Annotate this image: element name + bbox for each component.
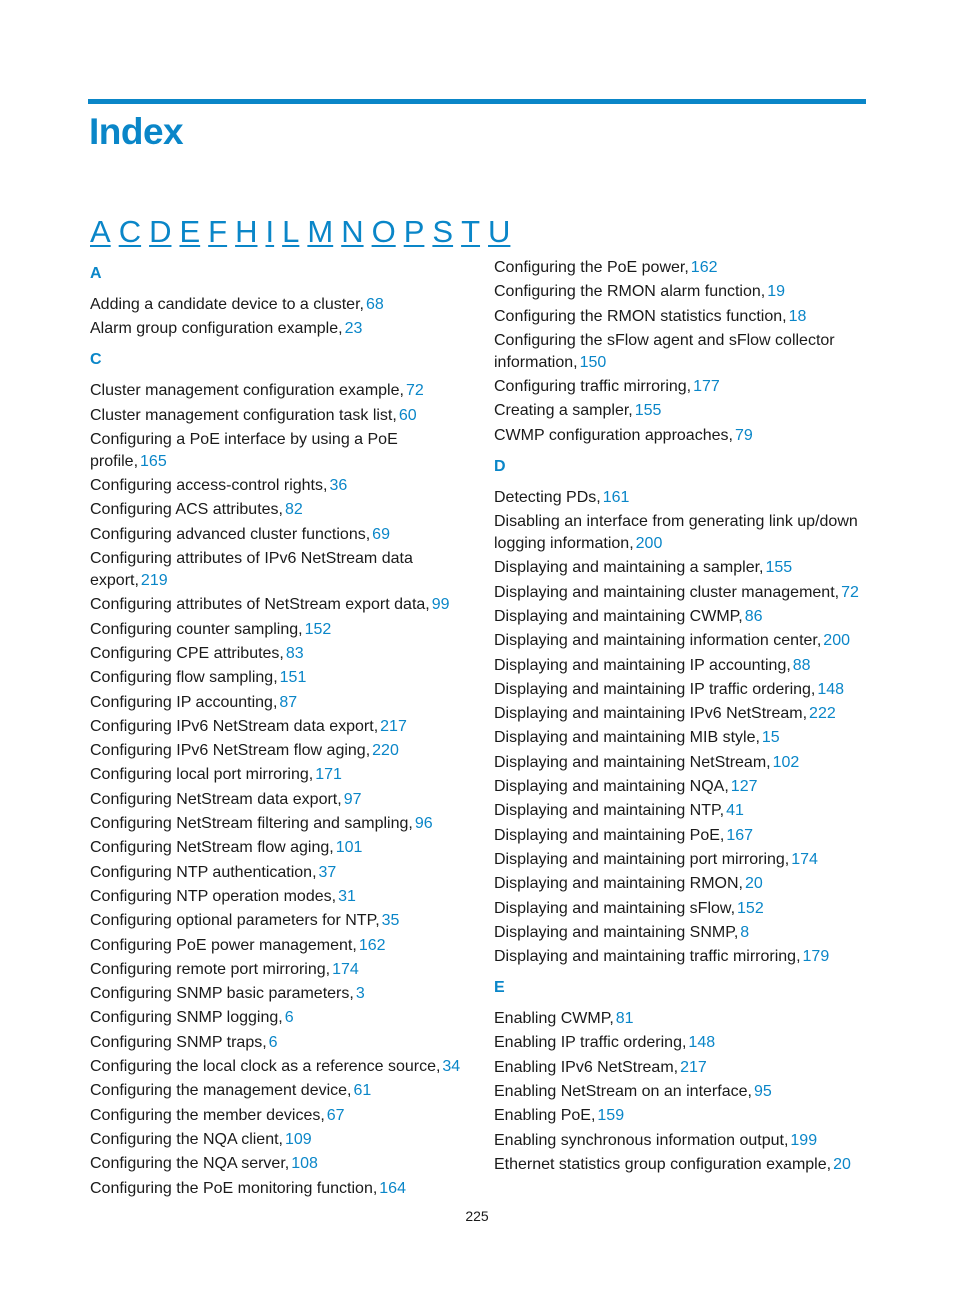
- index-entry: [90, 380, 462, 402]
- entry-text: Displaying and maintaining IP accounting,: [494, 656, 791, 674]
- entry-page-link[interactable]: 219: [140, 572, 168, 590]
- index-entry: [494, 557, 866, 579]
- index-entry: [494, 1154, 866, 1176]
- entry-page-link[interactable]: 152: [737, 899, 764, 917]
- entry-page-link[interactable]: 41: [726, 802, 744, 820]
- index-entry: [90, 1153, 462, 1175]
- entry-page-link[interactable]: 61: [353, 1082, 372, 1100]
- entry-text: Configuring the member devices,: [90, 1106, 325, 1124]
- entry-text: Configuring SNMP logging,: [90, 1009, 283, 1027]
- entry-text: Cluster management configuration example,: [90, 382, 404, 400]
- letter-link-h[interactable]: H: [235, 214, 258, 249]
- entry-text: Configuring ACS attributes,: [90, 501, 283, 519]
- entry-text: Displaying and maintaining CWMP,: [494, 607, 743, 625]
- entry-page-link[interactable]: 177: [693, 378, 720, 396]
- entry-text: Configuring a PoE interface by using a PoE profile,: [90, 430, 398, 470]
- entry-page-link[interactable]: 200: [823, 632, 850, 650]
- entry-text: Configuring the RMON alarm function,: [494, 283, 766, 301]
- index-entry: [494, 630, 866, 652]
- entry-page-link[interactable]: 109: [285, 1130, 312, 1148]
- index-entry: [90, 318, 462, 340]
- section-heading-c: C: [90, 351, 102, 369]
- index-entry: [90, 294, 462, 316]
- entry-page-link[interactable]: 222: [809, 705, 836, 723]
- index-column-right: [494, 257, 866, 1178]
- letter-link-e[interactable]: E: [179, 214, 201, 249]
- letter-link-m[interactable]: M: [307, 214, 334, 249]
- entry-page-link[interactable]: 88: [792, 656, 811, 674]
- index-entry: [90, 1032, 462, 1054]
- entry-page-link[interactable]: 81: [615, 1010, 634, 1028]
- letter-link-a[interactable]: A: [90, 214, 111, 249]
- entry-page-link[interactable]: 164: [379, 1179, 406, 1197]
- entry-text: Ethernet statistics group configuration example,: [494, 1155, 832, 1173]
- index-entry: [494, 1032, 866, 1054]
- entry-page-link[interactable]: 171: [315, 766, 342, 784]
- entry-text: Disabling an interface from generating link up/down logging information,: [494, 513, 858, 553]
- index-entry: [90, 959, 462, 981]
- entry-text: Displaying and maintaining IPv6 NetStream,: [494, 705, 808, 723]
- entry-text: Displaying and maintaining IP traffic ordering,: [494, 680, 816, 698]
- index-entry: [90, 1105, 462, 1127]
- index-entry: [494, 257, 866, 279]
- entry-text: Configuring NetStream filtering and sampling,: [90, 815, 413, 833]
- entry-text: Configuring advanced cluster functions,: [90, 525, 371, 543]
- entry-text: Configuring access-control rights,: [90, 477, 328, 495]
- entry-page-link[interactable]: 102: [772, 753, 800, 771]
- entry-text: Enabling synchronous information output,: [494, 1131, 789, 1149]
- entry-page-link[interactable]: 34: [442, 1058, 461, 1076]
- index-entry: [494, 425, 866, 447]
- entry-page-link[interactable]: 3: [355, 985, 365, 1003]
- entry-page-link[interactable]: 217: [680, 1058, 707, 1076]
- index-entry: [90, 837, 462, 859]
- index-entry: [494, 281, 866, 303]
- entry-text: Displaying and maintaining port mirroring,: [494, 850, 790, 868]
- entry-page-link[interactable]: 162: [358, 936, 386, 954]
- entry-page-link[interactable]: 159: [597, 1107, 625, 1125]
- entry-page-link[interactable]: 86: [744, 607, 763, 625]
- index-entry: [494, 582, 866, 604]
- index-entry: [90, 1007, 462, 1029]
- index-entry: [90, 524, 462, 546]
- entry-page-link[interactable]: 162: [690, 259, 718, 276]
- index-entry: [494, 825, 866, 847]
- entry-text: Configuring attributes of NetStream export data,: [90, 596, 430, 614]
- entry-text: Enabling IP traffic ordering,: [494, 1034, 687, 1052]
- letter-index-nav: [90, 212, 518, 252]
- index-entry: [90, 429, 462, 473]
- entry-text: Configuring the PoE power,: [494, 259, 689, 276]
- entry-text: Configuring IPv6 NetStream data export,: [90, 717, 379, 735]
- entry-page-link[interactable]: 82: [285, 501, 303, 519]
- index-entry: [494, 1057, 866, 1079]
- index-entry: [494, 703, 866, 725]
- index-entry: [90, 740, 462, 762]
- entry-text: Enabling CWMP,: [494, 1010, 614, 1028]
- index-entry: [90, 764, 462, 786]
- letter-link-l[interactable]: L: [282, 214, 300, 249]
- index-entry: [494, 727, 866, 749]
- page-number: 225: [465, 1208, 489, 1224]
- entry-text: Configuring NetStream flow aging,: [90, 839, 334, 857]
- letter-link-n[interactable]: N: [341, 214, 364, 249]
- page-title: Index: [89, 111, 184, 152]
- letter-link-p[interactable]: P: [403, 214, 425, 249]
- index-entry: [90, 692, 462, 714]
- entry-text: Configuring flow sampling,: [90, 669, 278, 687]
- entry-page-link[interactable]: 151: [279, 669, 307, 687]
- section-heading-a: A: [90, 265, 102, 282]
- index-entry: [90, 1178, 462, 1200]
- entry-page-link[interactable]: 96: [414, 815, 433, 833]
- entry-page-link[interactable]: 199: [790, 1131, 818, 1149]
- entry-text: Enabling NetStream on an interface,: [494, 1083, 752, 1101]
- entry-page-link[interactable]: 8: [740, 923, 750, 941]
- entry-text: Configuring attributes of IPv6 NetStream data export,: [90, 550, 413, 590]
- index-entry: [90, 935, 462, 957]
- entry-text: Alarm group configuration example,: [90, 320, 343, 338]
- index-entry: [90, 813, 462, 835]
- entry-text: Displaying and maintaining traffic mirroring,: [494, 948, 801, 966]
- entry-page-link[interactable]: 161: [602, 488, 630, 506]
- index-entry: [494, 306, 866, 328]
- entry-page-link[interactable]: 35: [381, 912, 400, 930]
- index-entry: [494, 679, 866, 701]
- entry-page-link[interactable]: 6: [268, 1033, 278, 1051]
- letter-link-u[interactable]: U: [488, 214, 511, 249]
- index-entry: [494, 511, 866, 555]
- letter-link-s[interactable]: S: [432, 214, 454, 249]
- entry-text: Configuring the RMON statistics function,: [494, 307, 787, 325]
- entry-page-link[interactable]: 20: [833, 1155, 851, 1173]
- index-entry: [494, 849, 866, 871]
- entry-page-link[interactable]: 148: [688, 1034, 716, 1052]
- entry-text: Configuring the NQA client,: [90, 1130, 283, 1148]
- index-entry: [90, 862, 462, 884]
- entry-text: Configuring traffic mirroring,: [494, 378, 692, 396]
- index-entry: [494, 1081, 866, 1103]
- index-entry: [90, 1080, 462, 1102]
- entry-page-link[interactable]: 18: [788, 307, 807, 325]
- entry-page-link[interactable]: 127: [730, 778, 758, 796]
- entry-page-link[interactable]: 72: [405, 382, 424, 400]
- entry-text: Displaying and maintaining a sampler,: [494, 559, 764, 577]
- entry-text: Configuring the PoE monitoring function,: [90, 1179, 378, 1197]
- entry-text: Displaying and maintaining MIB style,: [494, 729, 760, 747]
- entry-page-link[interactable]: 15: [761, 729, 780, 747]
- letter-link-d[interactable]: D: [149, 214, 172, 249]
- index-entry: [90, 619, 462, 641]
- letter-link-t[interactable]: T: [461, 214, 481, 249]
- entry-page-link[interactable]: 72: [841, 583, 859, 601]
- index-entry: [90, 667, 462, 689]
- entry-text: Detecting PDs,: [494, 488, 601, 506]
- index-entry: [494, 946, 866, 968]
- entry-page-link[interactable]: 60: [398, 406, 417, 424]
- index-entry: [90, 643, 462, 665]
- entry-text: Configuring NTP authentication,: [90, 863, 317, 881]
- entry-page-link[interactable]: 68: [365, 296, 384, 313]
- entry-page-link[interactable]: 19: [767, 283, 786, 301]
- entry-text: Configuring counter sampling,: [90, 620, 303, 638]
- entry-page-link[interactable]: 152: [304, 620, 332, 638]
- entry-text: Displaying and maintaining NQA,: [494, 778, 729, 796]
- letter-link-c[interactable]: C: [118, 214, 142, 249]
- entry-page-link[interactable]: 150: [579, 353, 607, 371]
- entry-page-link[interactable]: 37: [318, 863, 337, 881]
- entry-page-link[interactable]: 23: [344, 320, 363, 338]
- entry-text: Displaying and maintaining cluster management,: [494, 583, 840, 601]
- index-entry: [90, 789, 462, 811]
- index-entry: [494, 330, 866, 374]
- index-entry: [90, 910, 462, 932]
- index-entry: [494, 606, 866, 628]
- index-entry: [90, 1129, 462, 1151]
- entry-page-link[interactable]: 220: [372, 742, 399, 760]
- entry-text: Cluster management configuration task list,: [90, 406, 397, 424]
- entry-page-link[interactable]: 20: [745, 875, 763, 893]
- index-entry: [90, 548, 462, 592]
- entry-text: Configuring PoE power management,: [90, 936, 357, 954]
- entry-text: Displaying and maintaining PoE,: [494, 826, 725, 844]
- index-entry: [90, 983, 462, 1005]
- entry-text: Configuring CPE attributes,: [90, 644, 284, 662]
- index-entry: [90, 1056, 462, 1078]
- index-entry: [494, 800, 866, 822]
- entry-text: Configuring SNMP basic parameters,: [90, 985, 354, 1003]
- letter-link-i[interactable]: I: [265, 214, 275, 249]
- index-entry: [90, 405, 462, 427]
- section-heading-e: E: [494, 979, 505, 997]
- entry-page-link[interactable]: 148: [817, 680, 845, 698]
- entry-text: Enabling PoE,: [494, 1107, 596, 1125]
- index-entry: [494, 1130, 866, 1152]
- index-entry: [90, 886, 462, 908]
- index-entry: [494, 898, 866, 920]
- index-entry: [494, 487, 866, 509]
- index-entry: [494, 655, 866, 677]
- entry-text: Displaying and maintaining NTP,: [494, 802, 725, 820]
- entry-page-link[interactable]: 36: [329, 477, 348, 495]
- entry-text: Configuring the local clock as a reference source,: [90, 1058, 441, 1076]
- entry-text: Configuring IP accounting,: [90, 693, 278, 711]
- entry-text: Adding a candidate device to a cluster,: [90, 296, 364, 313]
- entry-text: Configuring NetStream data export,: [90, 790, 342, 808]
- entry-page-link[interactable]: 67: [326, 1106, 345, 1124]
- entry-page-link[interactable]: 83: [285, 644, 304, 662]
- index-entry: [494, 1008, 866, 1030]
- entry-page-link[interactable]: 95: [753, 1083, 772, 1101]
- index-column-left: [90, 264, 462, 1202]
- entry-page-link[interactable]: 217: [380, 717, 407, 735]
- entry-page-link[interactable]: 6: [284, 1009, 294, 1027]
- entry-page-link[interactable]: 174: [791, 850, 818, 868]
- entry-page-link[interactable]: 99: [431, 596, 450, 614]
- entry-text: Displaying and maintaining NetStream,: [494, 753, 771, 771]
- entry-page-link[interactable]: 155: [765, 559, 793, 577]
- entry-text: Configuring SNMP traps,: [90, 1033, 267, 1051]
- entry-page-link[interactable]: 101: [335, 839, 363, 857]
- title-rule: [88, 99, 866, 104]
- entry-text: Configuring IPv6 NetStream flow aging,: [90, 742, 371, 760]
- index-entry: [90, 594, 462, 616]
- entry-text: Enabling IPv6 NetStream,: [494, 1058, 679, 1076]
- entry-page-link[interactable]: 31: [338, 887, 356, 905]
- entry-text: Configuring NTP operation modes,: [90, 887, 337, 905]
- index-entry: [494, 400, 866, 422]
- entry-page-link[interactable]: 97: [343, 790, 362, 808]
- entry-text: Configuring local port mirroring,: [90, 766, 314, 784]
- entry-page-link[interactable]: 165: [140, 452, 167, 470]
- entry-page-link[interactable]: 79: [734, 426, 753, 444]
- entry-page-link[interactable]: 167: [726, 826, 754, 844]
- entry-page-link[interactable]: 87: [279, 693, 298, 711]
- entry-text: Creating a sampler,: [494, 402, 633, 420]
- entry-page-link[interactable]: 200: [635, 535, 663, 553]
- entry-text: Displaying and maintaining information center,: [494, 632, 822, 650]
- entry-text: Displaying and maintaining sFlow,: [494, 899, 736, 917]
- entry-text: Configuring remote port mirroring,: [90, 960, 331, 978]
- entry-text: Configuring the management device,: [90, 1082, 352, 1100]
- index-entry: [90, 475, 462, 497]
- entry-page-link[interactable]: 108: [291, 1155, 318, 1173]
- entry-page-link[interactable]: 179: [802, 948, 830, 966]
- entry-page-link[interactable]: 174: [332, 960, 359, 978]
- entry-text: Configuring the NQA server,: [90, 1155, 290, 1173]
- entry-page-link[interactable]: 69: [372, 525, 390, 543]
- index-entry: [494, 873, 866, 895]
- index-entry: [494, 776, 866, 798]
- index-entry: [90, 716, 462, 738]
- index-entry: [90, 499, 462, 521]
- index-entry: [494, 752, 866, 774]
- letter-link-o[interactable]: O: [371, 214, 396, 249]
- section-heading-d: D: [494, 457, 506, 475]
- index-entry: [494, 1105, 866, 1127]
- entry-page-link[interactable]: 155: [634, 402, 662, 420]
- index-entry: [494, 922, 866, 944]
- letter-link-f[interactable]: F: [208, 214, 228, 249]
- entry-text: CWMP configuration approaches,: [494, 426, 733, 444]
- entry-text: Displaying and maintaining SNMP,: [494, 923, 739, 941]
- entry-text: Displaying and maintaining RMON,: [494, 875, 743, 893]
- entry-text: Configuring the sFlow agent and sFlow collector information,: [494, 331, 835, 371]
- entry-text: Configuring optional parameters for NTP,: [90, 912, 380, 930]
- index-entry: [494, 376, 866, 398]
